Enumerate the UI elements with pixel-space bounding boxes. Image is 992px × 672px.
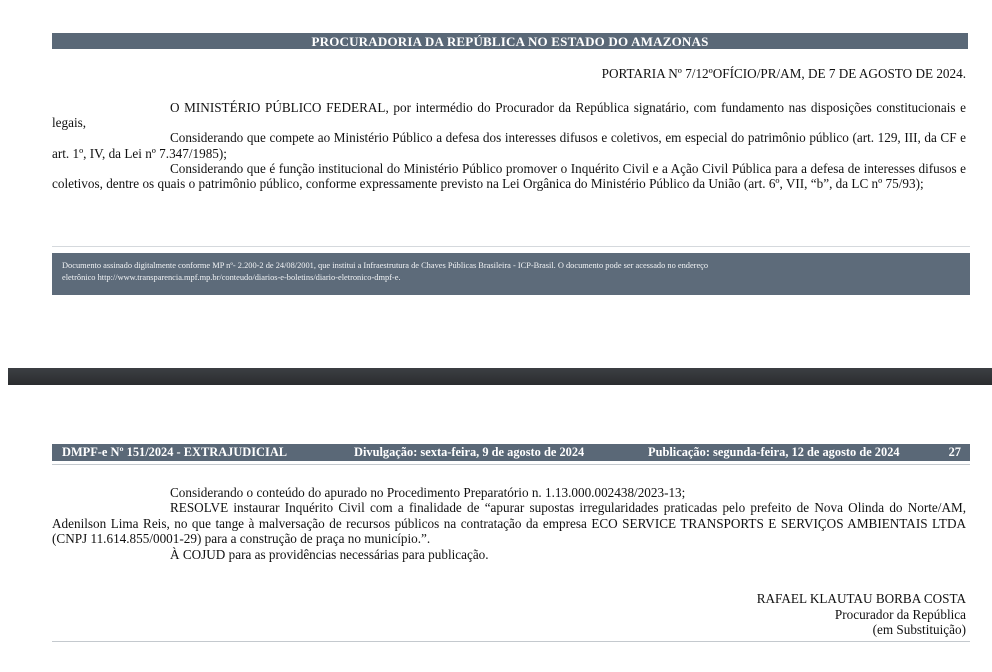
divider xyxy=(52,246,970,247)
document-page-2 xyxy=(0,385,992,672)
portaria-body-continued xyxy=(52,485,966,562)
digital-signature-notice xyxy=(52,253,970,295)
signature-block xyxy=(757,591,966,638)
signer-status: (em Substituição) xyxy=(872,622,966,638)
paragraph: Considerando o conteúdo do apurado no Procedimento Preparatório n. 1.13.000.002438/2023-13; xyxy=(170,485,686,500)
signer-role: Procurador da República xyxy=(834,606,966,622)
page-number: 27 xyxy=(948,445,961,459)
divider xyxy=(52,641,970,642)
portaria-heading: PORTARIA Nº 7/12ºOFÍCIO/PR/AM, DE 7 DE AGOSTO DE 2024. xyxy=(601,66,966,81)
edition-label: DMPF-e Nº 151/2024 - EXTRAJUDICIAL xyxy=(62,445,288,459)
page-separator xyxy=(8,368,992,385)
paragraph: O MINISTÉRIO PÚBLICO FEDERAL, por intermédio do Procurador da República signatário, com fundamento nas disposições constitucionais e legais, xyxy=(52,100,966,131)
publicacao-date: Publicação: segunda-feira, 12 de agosto de 2024 xyxy=(648,445,900,459)
portaria-body xyxy=(52,100,966,191)
signature-notice-link[interactable]: eletrônico http://www.transparencia.mpf.mp.br/conteudo/diarios-e-boletins/diario-eletronico-dmpf-e. xyxy=(62,273,401,282)
paragraph: RESOLVE instaurar Inquérito Civil com a finalidade de “apurar supostas irregularidades praticadas pelo prefeito de Nova Olinda do Norte/AM, Adenilson Lima Reis, no que tange à malversação de recursos públicos na contratação da empresa ECO SERVICE TRANSPORTS E SERVIÇOS AMBIENTAIS LTDA (CNPJ 11.614.855/0001-29) para a construção de praça no município.”. xyxy=(52,500,966,547)
paragraph: Considerando que compete ao Ministério Público a defesa dos interesses difusos e coletivos, em especial do patrimônio público (art. 129, III, da CF e art. 1º, IV, da Lei nº 7.347/1985); xyxy=(52,130,966,161)
divulgacao-date: Divulgação: sexta-feira, 9 de agosto de 2024 xyxy=(354,445,585,459)
paragraph: Considerando que é função institucional do Ministério Público promover o Inquérito Civil e a Ação Civil Pública para a defesa de interesses difusos e coletivos, dentre os quais o patrimônio público, conforme expressamente previsto na Lei Orgânica do Ministério Público da União (art. 6º, VII, “b”, da LC nº 75/93); xyxy=(52,160,966,192)
signer-name: RAFAEL KLAUTAU BORBA COSTA xyxy=(756,591,966,606)
signature-notice-line: Documento assinado digitalmente conforme MP nº- 2.200-2 de 24/08/2001, que institui a Infraestrutura de Chaves Públicas Brasileira - ICP-Brasil. O documento pode ser acessado no endereço xyxy=(62,261,709,270)
divider xyxy=(52,464,970,465)
journal-header-bar xyxy=(52,444,970,461)
office-title-banner: PROCURADORIA DA REPÚBLICA NO ESTADO DO AMAZONAS xyxy=(52,33,968,49)
paragraph: À COJUD para as providências necessárias para publicação. xyxy=(170,546,489,562)
